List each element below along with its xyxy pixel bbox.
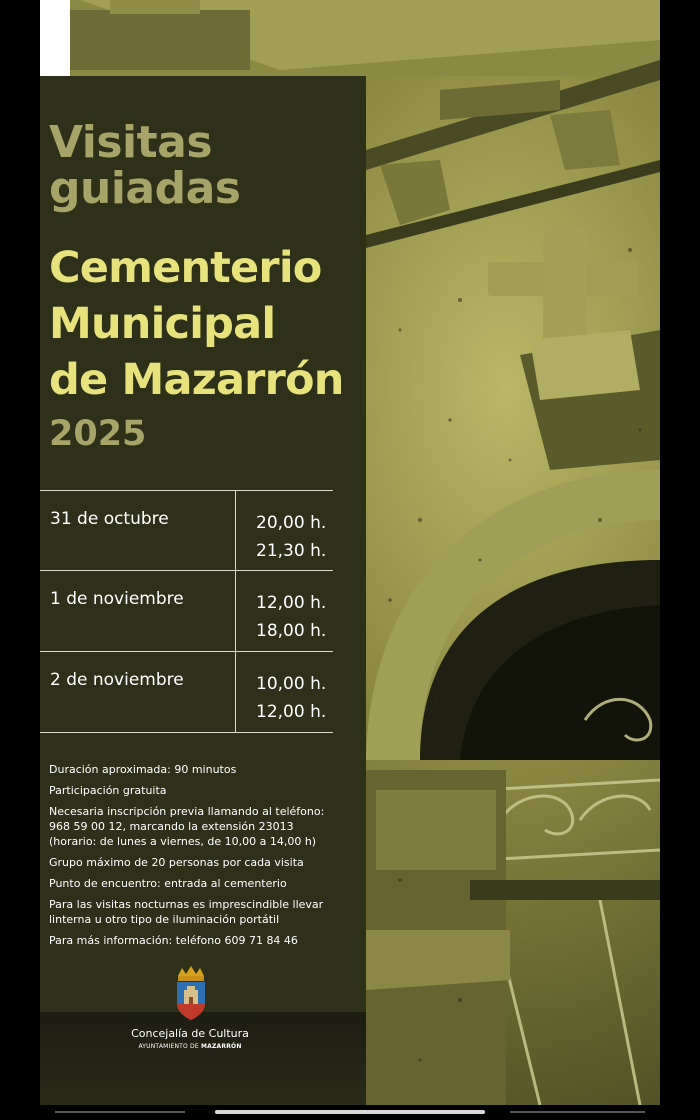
organizer-name: Concejalía de Cultura (131, 1027, 249, 1040)
title-cementerio (49, 240, 359, 408)
schedule-time: 12,00 h. (256, 593, 327, 613)
info-registration-line: (horario: de lunes a viernes, de 10,00 a 14,00 h) (49, 835, 317, 848)
municipal-crest-icon (172, 966, 210, 1024)
home-indicator[interactable] (215, 1110, 485, 1114)
title-visitas-guiadas (49, 117, 349, 214)
schedule-time: 10,00 h. (256, 674, 327, 694)
schedule-row (40, 571, 333, 652)
organizer-subtitle-bold: MAZARRÓN (200, 1043, 242, 1050)
subtitle-line-3: de Mazarrón (49, 355, 344, 405)
subtitle-line-2: Municipal (49, 299, 276, 349)
info-night-line: linterna u otro tipo de iluminación portátil (49, 913, 280, 926)
title-line-1: Visitas (49, 117, 213, 168)
schedule-day: 31 de octubre (40, 491, 236, 570)
schedule-time: 21,30 h. (256, 541, 327, 561)
schedule-times (236, 652, 326, 732)
info-registration (49, 804, 349, 849)
subtitle-line-1: Cementerio (49, 243, 322, 293)
schedule-time: 12,00 h. (256, 702, 327, 722)
info-free: Participación gratuita (49, 784, 167, 797)
bottom-divider-left (55, 1111, 185, 1113)
organizer-subtitle (120, 1043, 260, 1050)
info-duration: Duración aproximada: 90 minutos (49, 763, 237, 776)
schedule-row (40, 490, 333, 571)
info-more: Para más información: teléfono 609 71 84 46 (49, 934, 298, 947)
schedule-time: 20,00 h. (256, 513, 327, 533)
schedule-day: 2 de noviembre (40, 652, 236, 732)
bottom-band (40, 1012, 366, 1105)
title-line-2: guiadas (49, 163, 241, 214)
schedule-day: 1 de noviembre (40, 571, 236, 651)
schedule-times (236, 571, 326, 651)
info-registration-line: 968 59 00 12, marcando la extensión 23013 (49, 820, 294, 833)
bottom-divider-right (510, 1111, 645, 1113)
info-group: Grupo máximo de 20 personas por cada visita (49, 856, 304, 869)
top-background (40, 0, 70, 76)
schedule-row (40, 652, 333, 733)
info-night-line: Para las visitas nocturnas es imprescindible llevar (49, 898, 324, 911)
info-registration-line: Necesaria inscripción previa llamando al teléfono: (49, 805, 325, 818)
info-list (49, 762, 349, 954)
schedule-table (40, 490, 333, 733)
left-frame (0, 0, 40, 1120)
info-night (49, 897, 349, 927)
schedule-times (236, 491, 326, 570)
right-frame (660, 0, 700, 1120)
schedule-time: 18,00 h. (256, 621, 327, 641)
organizer-subtitle-prefix: AYUNTAMIENTO DE (138, 1043, 201, 1050)
info-meeting: Punto de encuentro: entrada al cementerio (49, 877, 287, 890)
year: 2025 (49, 414, 147, 454)
